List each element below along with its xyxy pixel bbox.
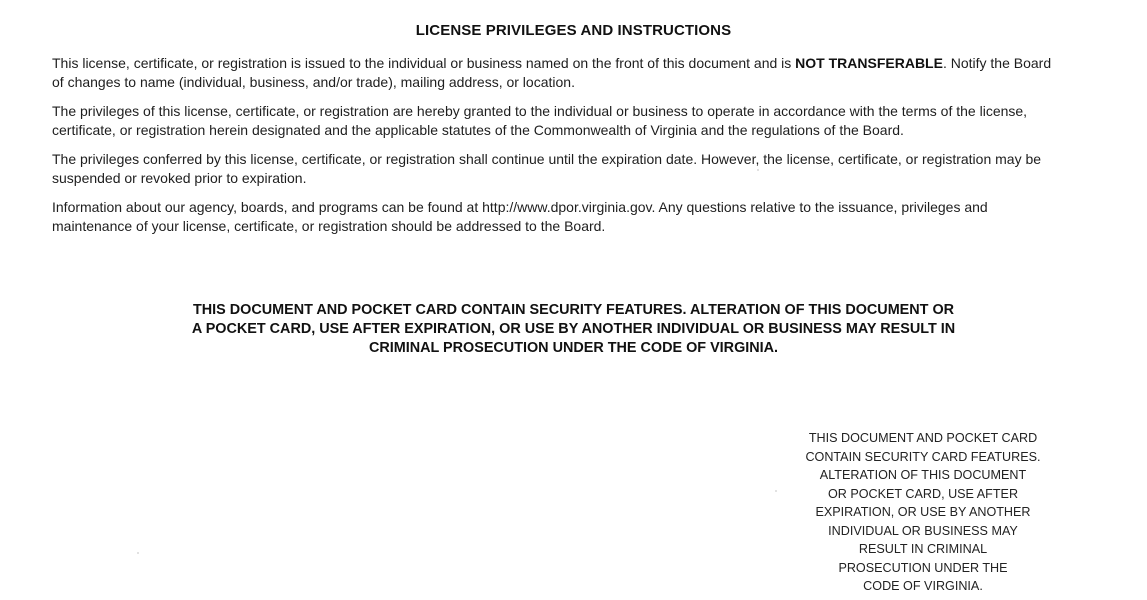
paragraph-expiration: The privileges conferred by this license, certificate, or registration shall continue until the expiration date. However, the license, certificate, or registration may be suspended or revoked prior to expiration. [52, 151, 1042, 186]
security-warning [40, 301, 1107, 358]
pocket-card-warning-line: CODE OF VIRGINIA. [863, 579, 983, 593]
scan-speck [775, 490, 777, 492]
security-warning-line: THIS DOCUMENT AND POCKET CARD CONTAIN SECURITY FEATURES. ALTERATION OF THIS DOCUMENT OR [192, 302, 955, 318]
pocket-card-warning-line: PROSECUTION UNDER THE [838, 560, 1008, 575]
security-warning-line: A POCKET CARD, USE AFTER EXPIRATION, OR USE BY ANOTHER INDIVIDUAL OR BUSINESS MAY RESULT IN [191, 321, 956, 337]
not-transferable-emphasis: NOT TRANSFERABLE [795, 55, 943, 71]
scan-speck [757, 169, 759, 171]
paragraph-information: Information about our agency, boards, and programs can be found at http://www.dpor.virginia.gov. Any questions relative to the issuance, privileges and maintenance of your license, certificate, or registration should be addressed to the Board. [52, 199, 988, 234]
body-text [52, 54, 1052, 246]
pocket-card-warning-line: ALTERATION OF THIS DOCUMENT [819, 468, 1027, 482]
scan-speck [137, 552, 139, 554]
paragraph-transferability-rest: . Notify the Board of changes to name (individual, business, and/or trade), mailing address, or location. [52, 55, 1052, 90]
pocket-card-warning-line: RESULT IN CRIMINAL [858, 542, 988, 556]
paragraph-transferability-intro: This license, certificate, or registration is issued to the individual or business named on the front of this document and is [52, 55, 796, 71]
pocket-card-warning-line: INDIVIDUAL OR BUSINESS MAY [828, 523, 1018, 538]
pocket-card-warning [750, 429, 1096, 596]
pocket-card-warning-line: OR POCKET CARD, USE AFTER [827, 486, 1019, 501]
page-title: LICENSE PRIVILEGES AND INSTRUCTIONS [415, 22, 732, 39]
pocket-card-warning-line: EXPIRATION, OR USE BY ANOTHER [815, 505, 1031, 519]
paragraph-transferability [52, 54, 1052, 92]
pocket-card-warning-line: THIS DOCUMENT AND POCKET CARD [808, 431, 1038, 445]
paragraph-privileges: The privileges of this license, certificate, or registration are hereby granted to the individual or business to operate in accordance with the terms of the license, certificate, or registration herein designated and the applicable statutes of the Commonwealth of Virginia and the regulations of the Board. [52, 103, 1028, 138]
pocket-card-warning-line: CONTAIN SECURITY CARD FEATURES. [805, 449, 1041, 464]
security-warning-line: CRIMINAL PROSECUTION UNDER THE CODE OF VIRGINIA. [368, 340, 779, 356]
